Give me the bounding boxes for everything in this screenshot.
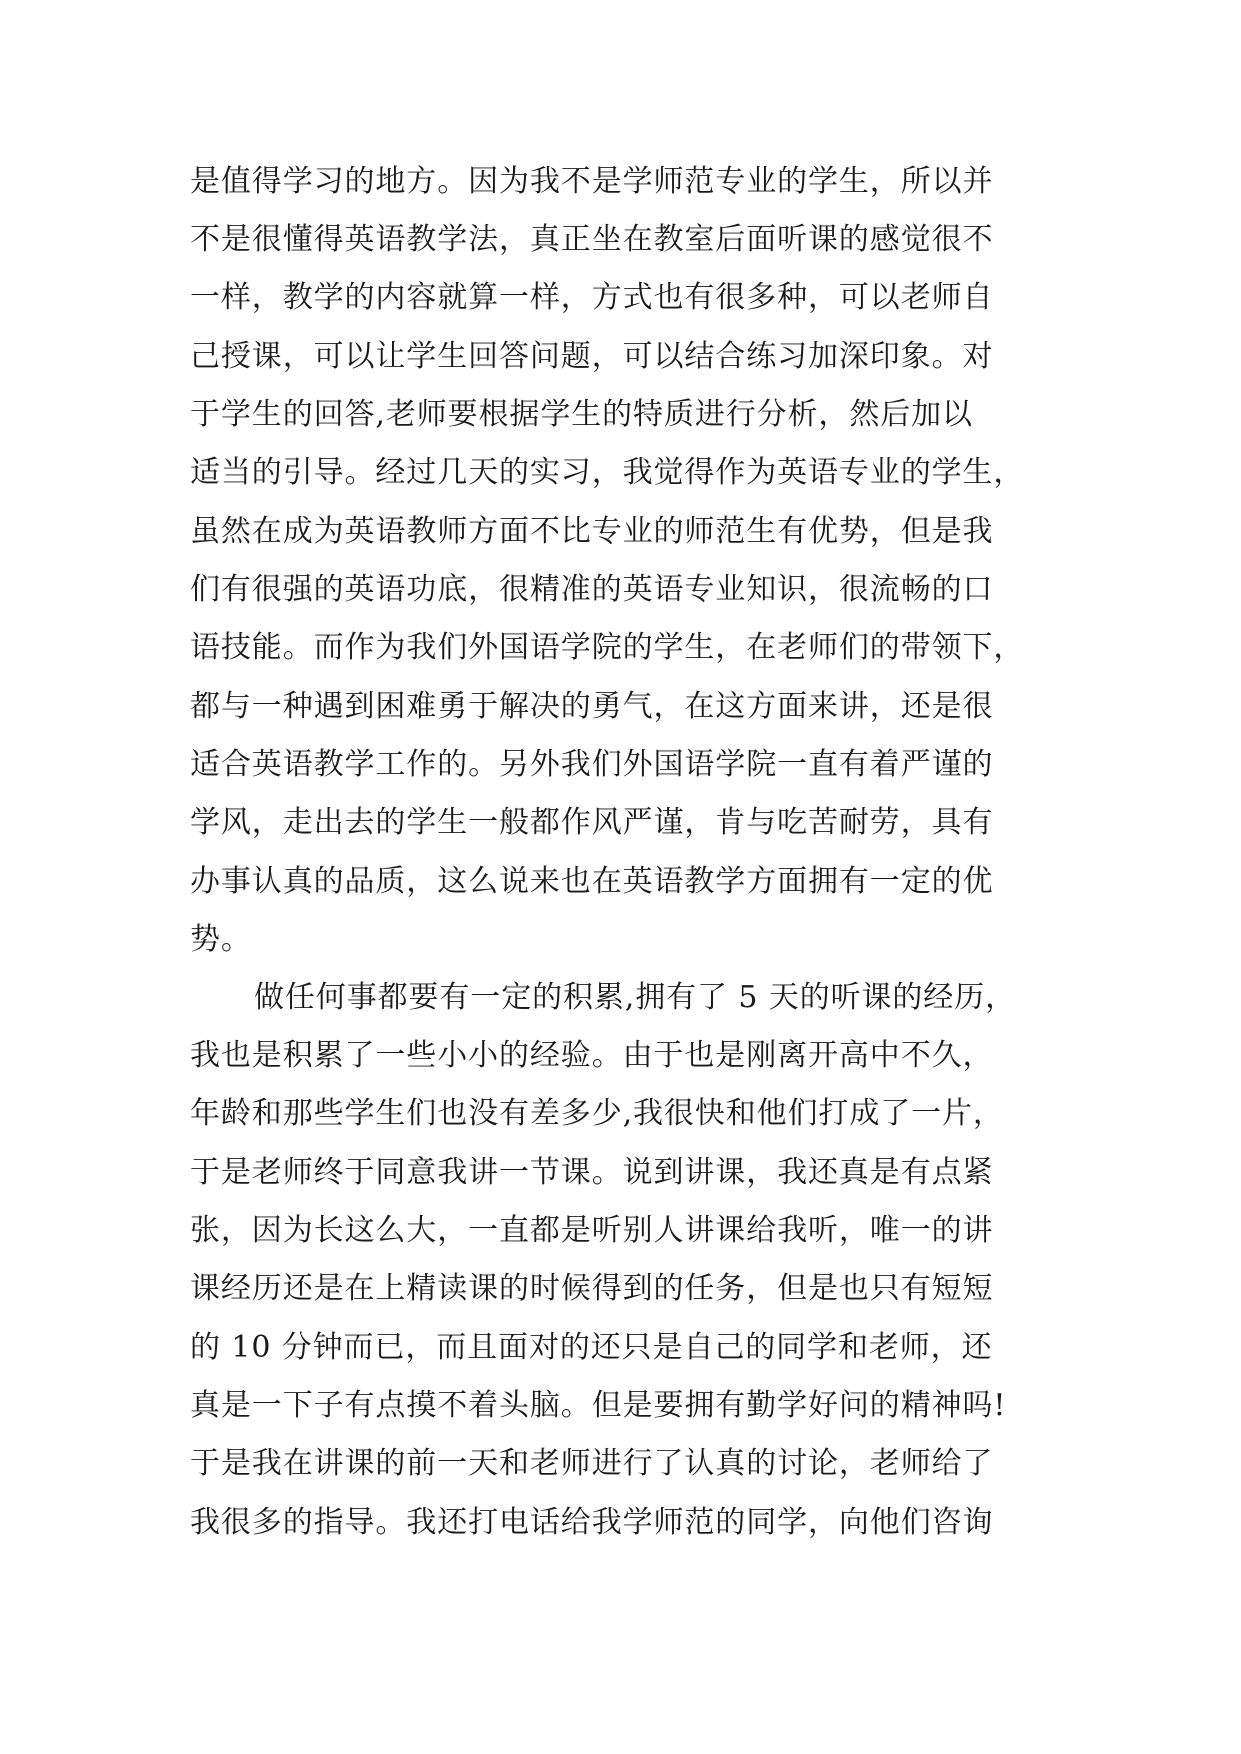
text-line: 都与一种遇到困难勇于解决的勇气，在这方面来讲，还是很 bbox=[190, 689, 994, 724]
text-line: 们有很强的英语功底，很精准的英语专业知识，很流畅的口 bbox=[190, 572, 994, 607]
text-line: 学风，走出去的学生一般都作风严谨，肯与吃苦耐劳，具有 bbox=[190, 805, 994, 840]
text-line: 办事认真的品质，这么说来也在英语教学方面拥有一定的优 bbox=[190, 864, 994, 899]
text-line: 于是老师终于同意我讲一节课。说到讲课，我还真是有点紧 bbox=[190, 1155, 994, 1190]
text-line: 做任何事都要有一定的积累,拥有了 5 天的听课的经历， bbox=[254, 980, 1016, 1015]
text-line: 真是一下子有点摸不着头脑。但是要拥有勤学好问的精神吗! bbox=[190, 1388, 1007, 1423]
text-line: 的 10 分钟而已，而且面对的还只是自己的同学和老师，还 bbox=[190, 1330, 993, 1365]
text-line: 语技能。而作为我们外国语学院的学生，在老师们的带领下， bbox=[190, 630, 1025, 665]
text-line: 势。 bbox=[190, 922, 252, 957]
text-line: 于学生的回答,老师要根据学生的特质进行分析，然后加以 bbox=[190, 397, 973, 432]
text-line: 于是我在讲课的前一天和老师进行了认真的讨论，老师给了 bbox=[190, 1446, 994, 1481]
text-line: 虽然在成为英语教师方面不比专业的师范生有优势，但是我 bbox=[190, 514, 994, 549]
text-line: 是值得学习的地方。因为我不是学师范专业的学生，所以并 bbox=[190, 164, 994, 199]
text-line: 不是很懂得英语教学法，真正坐在教室后面听课的感觉很不 bbox=[190, 222, 994, 257]
text-line: 己授课，可以让学生回答问题，可以结合练习加深印象。对 bbox=[190, 339, 994, 374]
text-line: 一样，教学的内容就算一样，方式也有很多种，可以老师自 bbox=[190, 280, 994, 315]
text-line: 适合英语教学工作的。另外我们外国语学院一直有着严谨的 bbox=[190, 747, 994, 782]
text-line: 张，因为长这么大，一直都是听别人讲课给我听，唯一的讲 bbox=[190, 1213, 994, 1248]
text-line: 年龄和那些学生们也没有差多少,我很快和他们打成了一片， bbox=[190, 1096, 1004, 1131]
text-line: 课经历还是在上精读课的时候得到的任务，但是也只有短短 bbox=[190, 1271, 994, 1306]
text-line: 我很多的指导。我还打电话给我学师范的同学，向他们咨询 bbox=[190, 1505, 994, 1540]
text-line: 我也是积累了一些小小的经验。由于也是刚离开高中不久， bbox=[190, 1038, 994, 1073]
text-line: 适当的引导。经过几天的实习，我觉得作为英语专业的学生， bbox=[190, 455, 1025, 490]
